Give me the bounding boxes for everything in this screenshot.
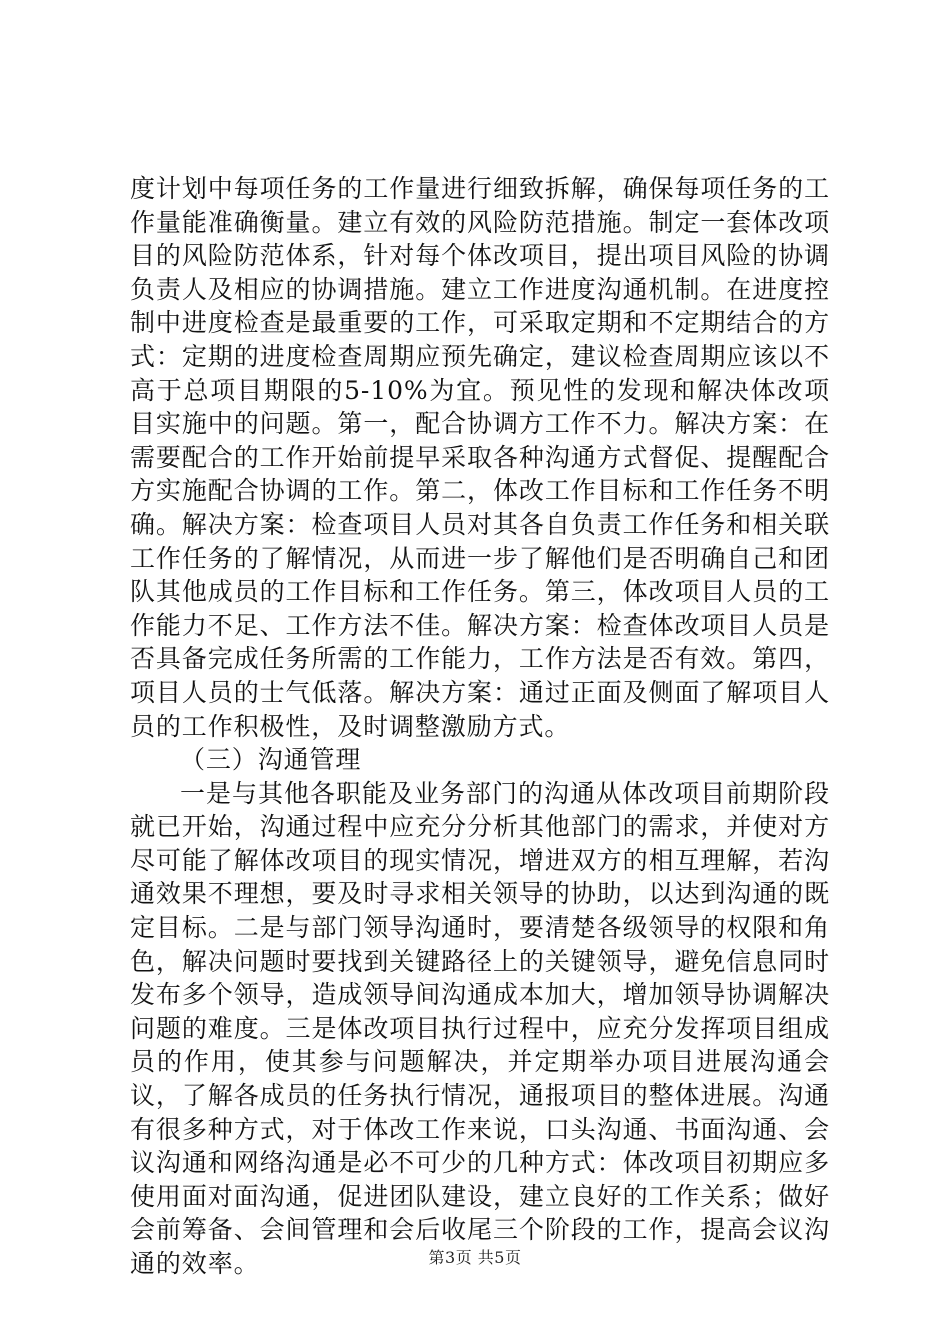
page-number-footer: 第3页 共5页 [428, 1248, 522, 1267]
body-paragraph-2: 一是与其他各职能及业务部门的沟通从体改项目前期阶段就已开始，沟通过程中应充分分析其他部门的需求，并使对方尽可能了解体改项目的现实情况，增进双方的相互理解，若沟通效果不理想，要及时寻求相关领导的协助，以达到沟通的既定目标。二是与部门领导沟通时，要清楚各级领导的权限和角色，解决问题时要找到关键路径上的关键领导，避免信息同时发布多个领导，造成领导间沟通成本加大，增加领导协调解决问题的难度。三是体改项目执行过程中，应充分发挥项目组成员的作用，使其参与问题解决，并定期举办项目进展沟通会议，了解各成员的任务执行情况，通报项目的整体进展。沟通有很多种方式，对于体改工作来说，口头沟通、书面沟通、会议沟通和网络沟通是必不可少的几种方式：体改项目初期应多使用面对面沟通，促进团队建设，建立良好的工作关系；做好会前筹备、会间管理和会后收尾三个阶段的工作，提高会议沟通的效率。 [130, 778, 830, 1278]
document-body [130, 172, 830, 1281]
section-heading: （三）沟通管理 [180, 745, 362, 775]
body-paragraph-1: 度计划中每项任务的工作量进行细致拆解，确保每项任务的工作量能准确衡量。建立有效的风险防范措施。制定一套体改项目的风险防范体系，针对每个体改项目，提出项目风险的协调负责人及相应的协调措施。建立工作进度沟通机制。在进度控制中进度检查是最重要的工作，可采取定期和不定期结合的方式：定期的进度检查周期应预先确定，建议检查周期应该以不高于总项目期限的5-10%为宜。预见性的发现和解决体改项目实施中的问题。第一，配合协调方工作不力。解决方案：在需要配合的工作开始前提早采取各种沟通方式督促、提醒配合方实施配合协调的工作。第二，体改工作目标和工作任务不明确。解决方案：检查项目人员对其各自负责工作任务和相关联工作任务的了解情况，从而进一步了解他们是否明确自己和团队其他成员的工作目标和工作任务。第三，体改项目人员的工作能力不足、工作方法不佳。解决方案：检查体改项目人员是否具备完成任务所需的工作能力，工作方法是否有效。第四，项目人员的士气低落。解决方案：通过正面及侧面了解项目人员的工作积极性，及时调整激励方式。 [130, 174, 830, 741]
